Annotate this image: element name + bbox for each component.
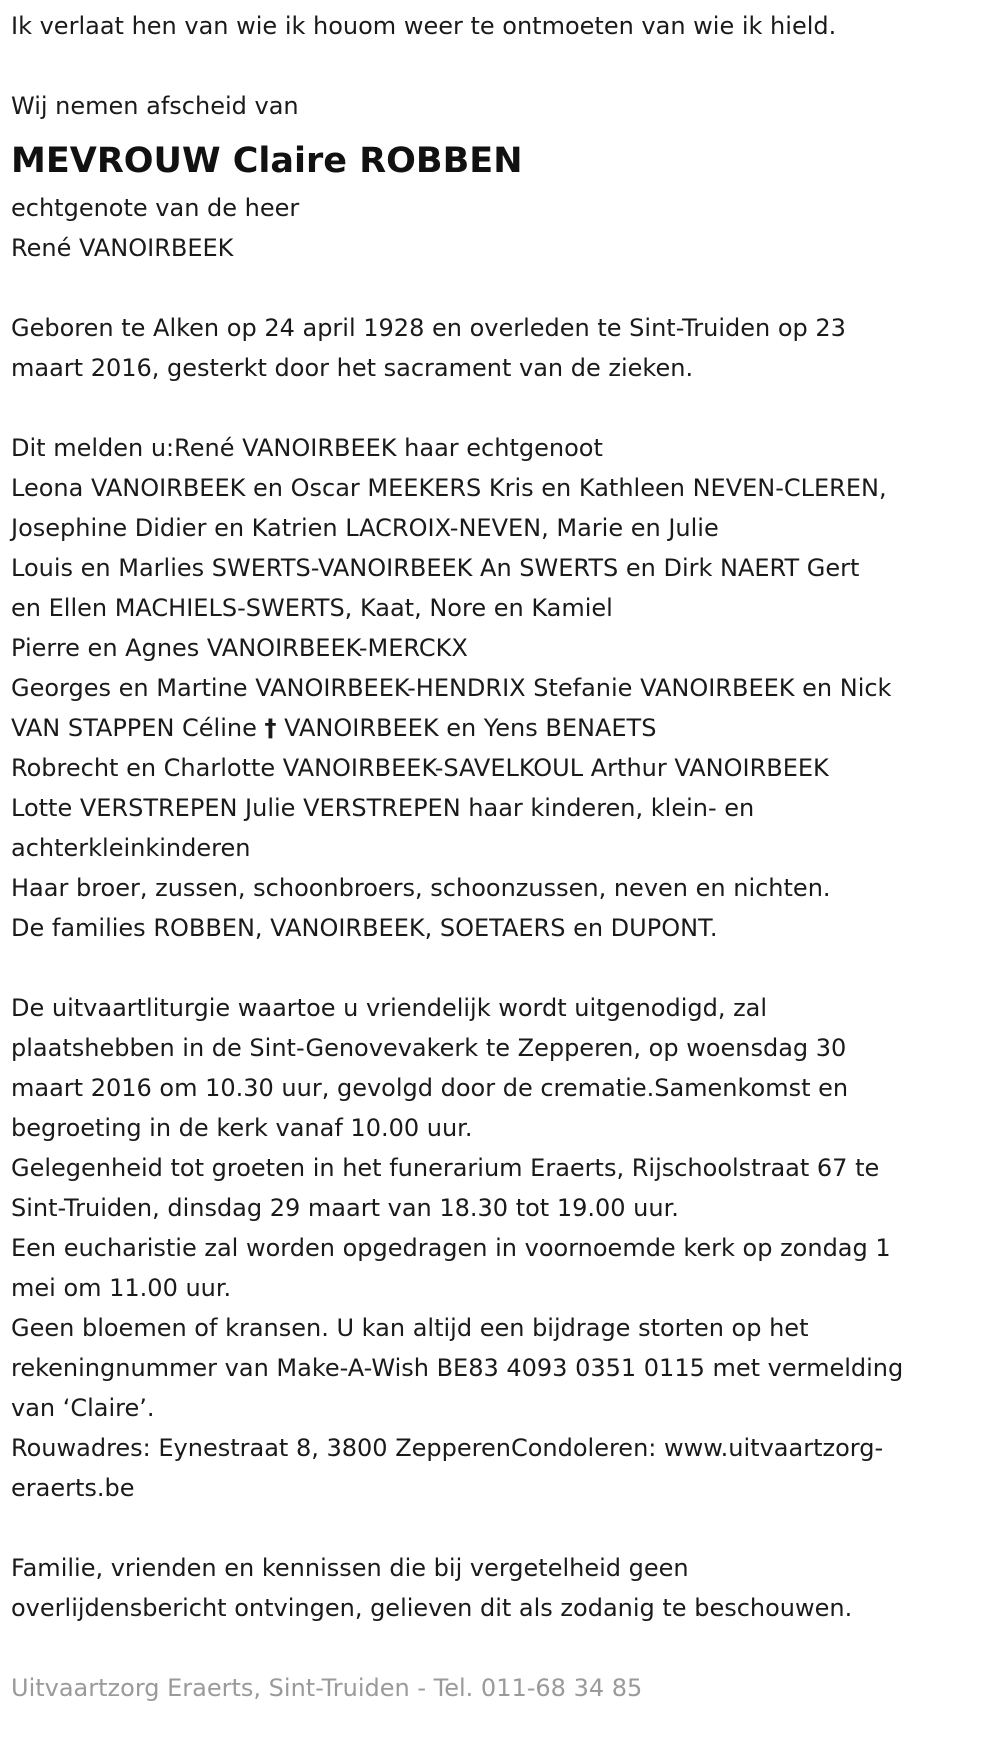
family-line: achterkleinkinderen bbox=[11, 834, 251, 862]
arrangement-line: Sint-Truiden, dinsdag 29 maart van 18.30 tot 19.00 uur. bbox=[11, 1194, 679, 1222]
arrangement-line: Geen bloemen of kransen. U kan altijd een bijdrage storten op het bbox=[11, 1314, 809, 1342]
arrangement-line: plaatshebben in de Sint-Genovevakerk te Zepperen, op woensdag 30 bbox=[11, 1034, 847, 1062]
spacer bbox=[11, 388, 996, 428]
spouse-name: René VANOIRBEEK bbox=[11, 234, 234, 262]
opening-quote: Ik verlaat hen van wie ik houom weer te ontmoeten van wie ik hield. bbox=[11, 12, 837, 40]
family-line: Lotte VERSTREPEN Julie VERSTREPEN haar kinderen, klein- en bbox=[11, 794, 755, 822]
deceased-name: MEVROUW Claire ROBBEN bbox=[11, 141, 523, 181]
family-line bbox=[11, 708, 996, 748]
intro-text: Wij nemen afscheid van bbox=[11, 92, 299, 120]
closing-line: Familie, vrienden en kennissen die bij vergetelheid geen bbox=[11, 1554, 689, 1582]
spacer bbox=[11, 46, 996, 86]
family-line: Georges en Martine VANOIRBEEK-HENDRIX Stefanie VANOIRBEEK en Nick bbox=[11, 674, 892, 702]
arrangement-line: Gelegenheid tot groeten in het funerarium Eraerts, Rijschoolstraat 67 te bbox=[11, 1154, 880, 1182]
family-line: Haar broer, zussen, schoonbroers, schoonzussen, neven en nichten. bbox=[11, 874, 831, 902]
family-line-part: VANOIRBEEK en Yens BENAETS bbox=[276, 714, 657, 742]
family-line: Pierre en Agnes VANOIRBEEK-MERCKX bbox=[11, 634, 468, 662]
arrangement-line: De uitvaartliturgie waartoe u vriendelijk wordt uitgenodigd, zal bbox=[11, 994, 768, 1022]
footer-contact: Uitvaartzorg Eraerts, Sint-Truiden - Tel. 011-68 34 85 bbox=[11, 1674, 643, 1702]
cross-icon: † bbox=[264, 714, 277, 742]
spacer bbox=[11, 948, 996, 988]
family-line: Louis en Marlies SWERTS-VANOIRBEEK An SWERTS en Dirk NAERT Gert bbox=[11, 554, 860, 582]
arrangement-line: Rouwadres: Eynestraat 8, 3800 ZepperenCondoleren: www.uitvaartzorg- bbox=[11, 1434, 884, 1462]
arrangement-line: mei om 11.00 uur. bbox=[11, 1274, 232, 1302]
family-line: en Ellen MACHIELS-SWERTS, Kaat, Nore en Kamiel bbox=[11, 594, 613, 622]
birth-death-line: maart 2016, gesterkt door het sacrament van de zieken. bbox=[11, 354, 694, 382]
arrangement-line: eraerts.be bbox=[11, 1474, 135, 1502]
arrangement-line: rekeningnummer van Make-A-Wish BE83 4093 0351 0115 met vermelding bbox=[11, 1354, 904, 1382]
family-line: De families ROBBEN, VANOIRBEEK, SOETAERS en DUPONT. bbox=[11, 914, 718, 942]
arrangement-line: maart 2016 om 10.30 uur, gevolgd door de crematie.Samenkomst en bbox=[11, 1074, 849, 1102]
arrangement-line: begroeting in de kerk vanaf 10.00 uur. bbox=[11, 1114, 473, 1142]
arrangement-line: Een eucharistie zal worden opgedragen in voornoemde kerk op zondag 1 bbox=[11, 1234, 891, 1262]
spacer bbox=[11, 1508, 996, 1548]
spacer bbox=[11, 268, 996, 308]
family-line: Robrecht en Charlotte VANOIRBEEK-SAVELKOUL Arthur VANOIRBEEK bbox=[11, 754, 829, 782]
death-notice bbox=[11, 6, 996, 1708]
family-line: Dit melden u:René VANOIRBEEK haar echtgenoot bbox=[11, 434, 603, 462]
spacer bbox=[11, 1628, 996, 1668]
arrangement-line: van ‘Claire’. bbox=[11, 1394, 155, 1422]
birth-death-line: Geboren te Alken op 24 april 1928 en overleden te Sint-Truiden op 23 bbox=[11, 314, 846, 342]
closing-line: overlijdensbericht ontvingen, gelieven dit als zodanig te beschouwen. bbox=[11, 1594, 853, 1622]
family-line-part: VAN STAPPEN Céline bbox=[11, 714, 265, 742]
spouse-line: echtgenote van de heer bbox=[11, 194, 300, 222]
family-line: Leona VANOIRBEEK en Oscar MEEKERS Kris en Kathleen NEVEN-CLEREN, bbox=[11, 474, 887, 502]
family-line: Josephine Didier en Katrien LACROIX-NEVEN, Marie en Julie bbox=[11, 514, 719, 542]
